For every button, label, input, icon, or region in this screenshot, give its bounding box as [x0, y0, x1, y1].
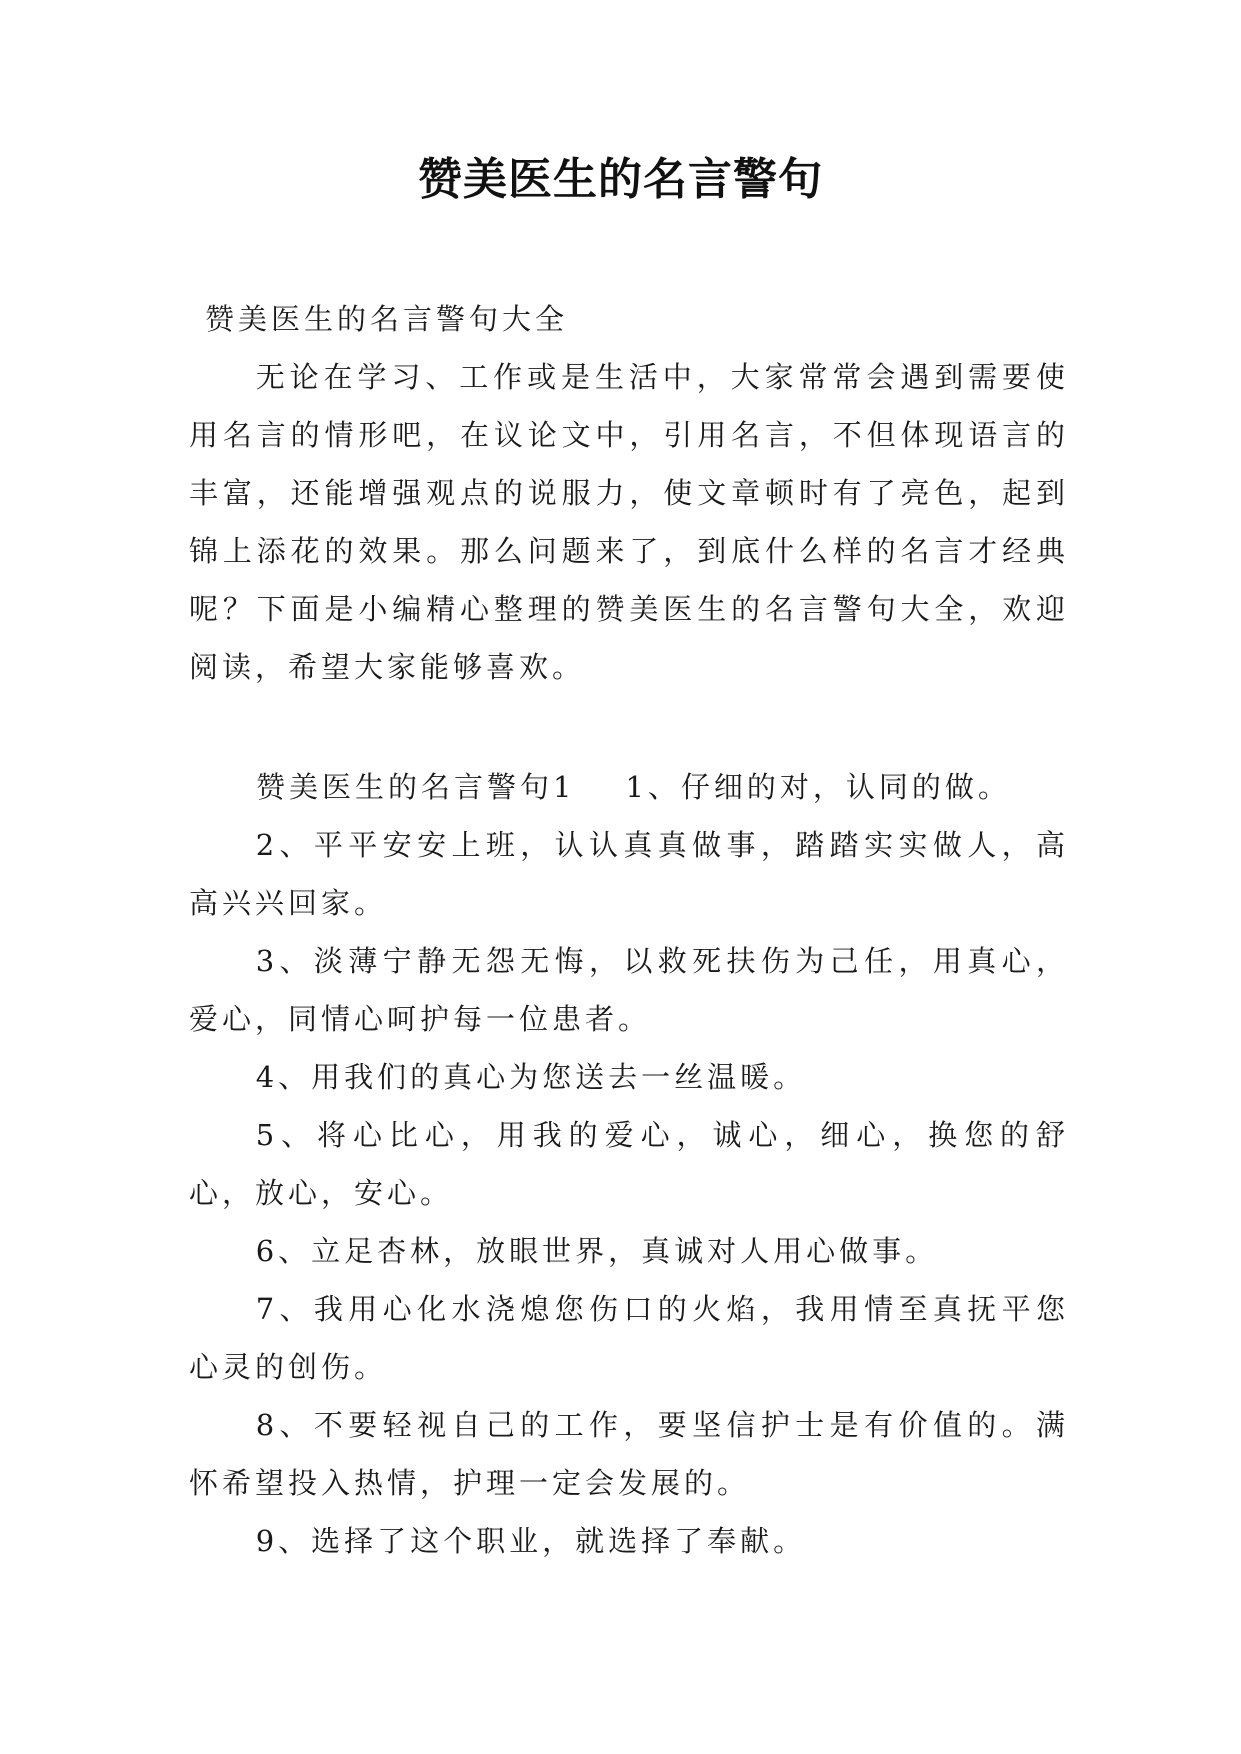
quote-item: 1、仔细的对，认同的做。 [625, 770, 1011, 804]
quote-item: 3、淡薄宁静无怨无悔，以救死扶伤为己任，用真心，爱心，同情心呵护每一位患者。 [189, 944, 1069, 1036]
quote-item: 6、立足杏林，放眼世界，真诚对人用心做事。 [255, 1234, 939, 1268]
section-first-line [189, 758, 1069, 816]
quote-item: 7、我用心化水浇熄您伤口的火焰，我用情至真抚平您心灵的创伤。 [189, 1292, 1069, 1384]
document-subtitle: 赞美医生的名言警句大全 [205, 302, 569, 336]
document-body [189, 290, 1069, 1570]
paragraph-spacer [189, 696, 1069, 758]
intro-paragraph: 无论在学习、工作或是生活中，大家常常会遇到需要使用名言的情形吧，在议论文中，引用名言，不但体现语言的丰富，还能增强观点的说服力，使文章顿时有了亮色，起到锦上添花的效果。那么问题来了，到底什么样的名言才经典呢？下面是小编精心整理的赞美医生的名言警句大全，欢迎阅读，希望大家能够喜欢。 [189, 360, 1069, 684]
section-heading: 赞美医生的名言警句1 [256, 770, 576, 804]
quote-item: 8、不要轻视自己的工作，要坚信护士是有价值的。满怀希望投入热情，护理一定会发展的。 [189, 1408, 1069, 1500]
quote-item: 2、平平安安上班，认认真真做事，踏踏实实做人，高高兴兴回家。 [189, 828, 1069, 920]
quote-item: 9、选择了这个职业，就选择了奉献。 [255, 1524, 807, 1558]
quote-item: 4、用我们的真心为您送去一丝温暖。 [255, 1060, 807, 1094]
quote-item: 5、将心比心，用我的爱心，诚心，细心，换您的舒心，放心，安心。 [189, 1118, 1069, 1210]
page-title: 赞美医生的名言警句 [418, 154, 823, 205]
